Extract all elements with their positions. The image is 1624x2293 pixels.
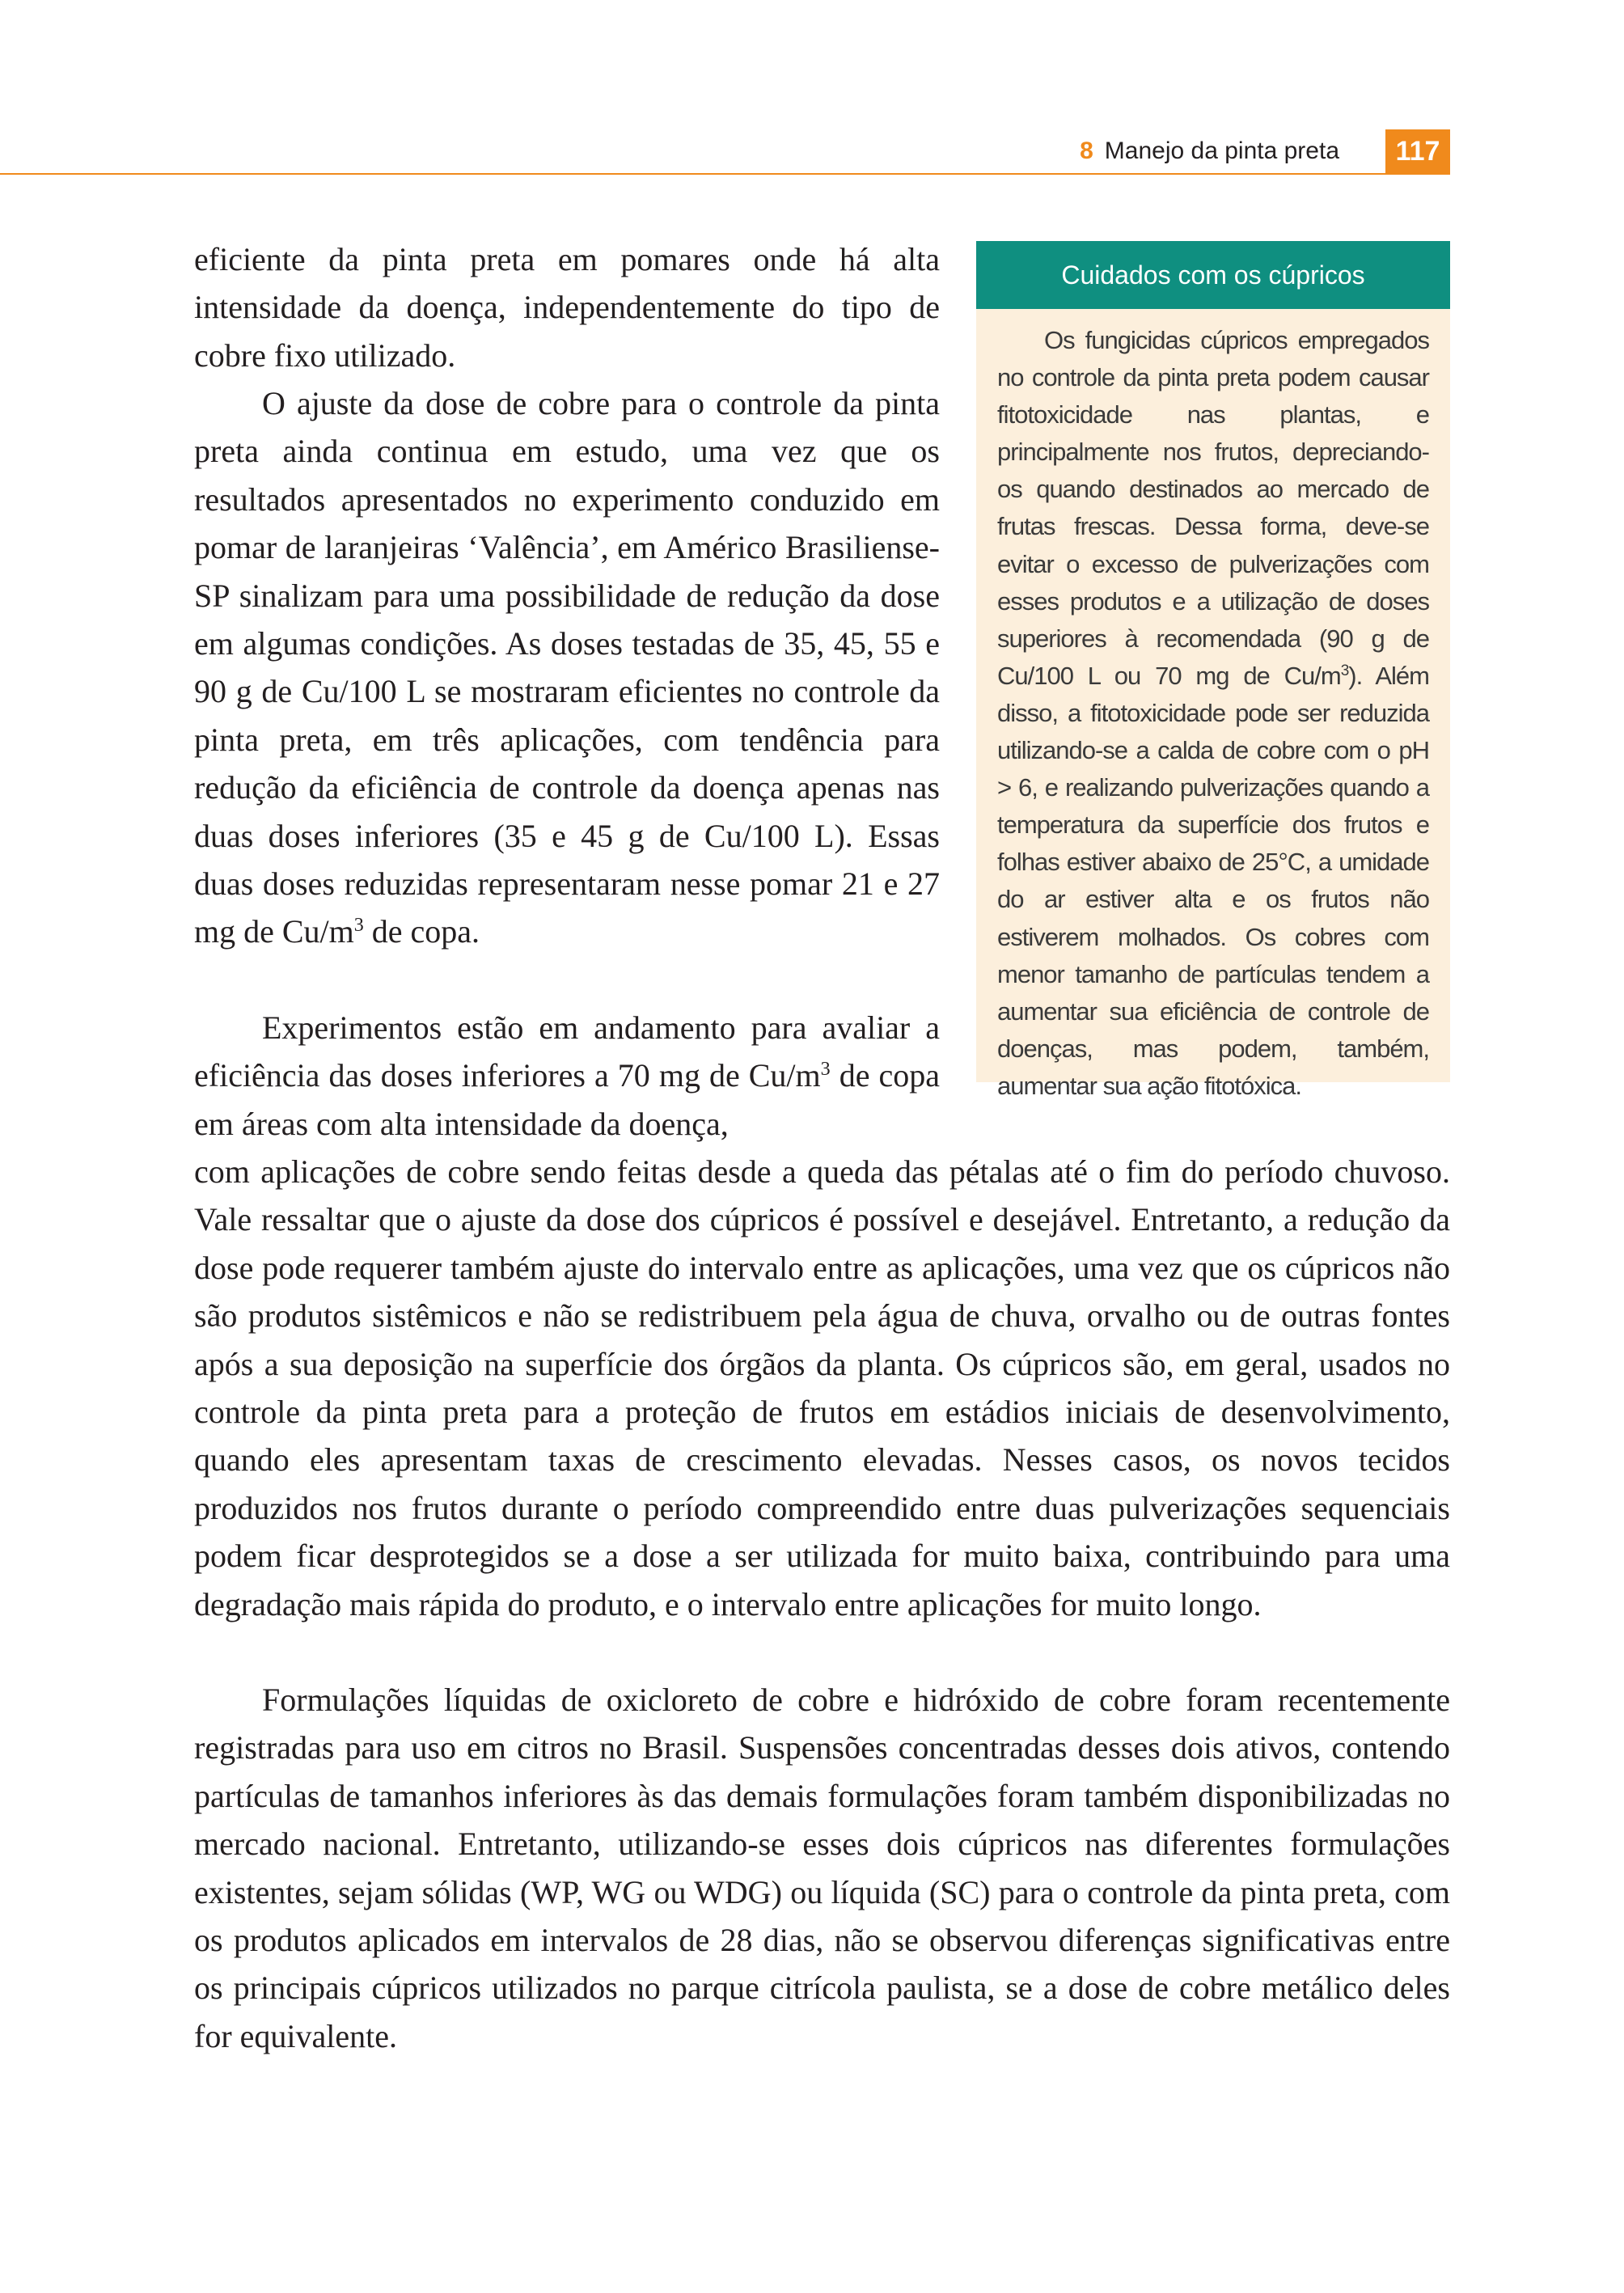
chapter-number: 8 [1080,137,1093,164]
superscript: 3 [820,1059,831,1081]
chapter-title: Manejo da pinta preta [1104,137,1339,164]
paragraph-2-text: O ajuste da dose de cobre para o controle da pinta preta ainda continua em estudo, uma vez que os resultados apresentados no experimento conduzido em pomar de laranjeiras ‘Valência’, em Américo Brasiliense-SP sinalizam para uma possibilidade de redução da dose em algumas condições. As doses testadas de 35, 45, 55 e 90 g de Cu/100 L se mostraram eficientes no controle da pinta preta, em três aplicações, com tendência para redução da eficiência de controle da doença apenas nas duas doses inferiores (35 e 45 g de Cu/100 L). Essas duas doses reduzidas representaram nesse pomar 21 e 27 mg de Cu/m [194,385,940,950]
paragraph-4: Formulações líquidas de oxicloreto de cobre e hidróxido de cobre foram recentemente registradas para uso em citros no Brasil. Suspensões concentradas desses dois ativos, contendo partículas de tamanhos inferiores às das demais formulações foram também disponibilizadas no mercado nacional. Entretanto, utilizando-se esses dois cúpricos nas diferentes formulações existentes, sejam sólidas (WP, WG ou WDG) ou líquida (SC) para o controle da pinta preta, com os produtos aplicados em intervalos de 28 dias, não se observou diferenças significativas entre os principais cúpricos utilizados no parque citrícola paulista, se a dose de cobre metálico deles for equivalente. [194,1682,1450,2054]
paragraph-3-tail: de copa em áreas com alta intensidade da doença, [194,1057,940,1142]
superscript: 3 [1340,662,1349,679]
sidebar-box [976,241,1450,1100]
paragraph-3-continued: com aplicações de cobre sendo feitas desde a queda das pétalas até o fim do período chuvoso. Vale ressaltar que o ajuste da dose dos cúpricos é possível e desejável. Entretanto, a redução da dose pode requerer também ajuste do intervalo entre as aplicações, uma vez que os cúpricos não são produtos sistêmicos e não se redistribuem pela água de chuva, orvalho ou de outras fontes após a sua deposição na superfície dos órgãos da planta. Os cúpricos são, em geral, usados no controle da pinta preta para a proteção de frutos em estádios iniciais de desenvolvimento, quando eles apresentam taxas de crescimento elevadas. Nesses casos, os novos tecidos produzidos nos frutos durante o período compreendido entre duas pulverizações sequenciais podem ficar desprotegidos se a dose a ser utilizada for muito baixa, contribuindo para uma degradação mais rápida do produto, e o intervalo entre aplicações for muito longo. [194,1153,1450,1622]
page-number: 117 [1385,129,1450,173]
page-header [0,129,1450,175]
sidebar-text: Os fungicidas cúpricos empregados no controle da pinta preta podem causar fitotoxicidade nas plantas, e principalmente nos frutos, depreciando-os quando destinados ao mercado de frutas frescas. Dessa forma, deve-se evitar o excesso de pulverizações com esses produtos e a utilização de doses superiores à recomendada (90 g de Cu/100 L ou 70 mg de Cu/m [997,326,1429,690]
superscript: 3 [353,915,364,937]
paragraph-2 [194,379,940,956]
sidebar-title: Cuidados com os cúpricos [976,241,1450,309]
paragraph-3-text: Experimentos estão em andamento para avaliar a eficiência das doses inferiores a 70 mg de Cu/m [194,1009,940,1094]
sidebar-text-tail: ). Além disso, a fitotoxicidade pode ser reduzida utilizando-se a calda de cobre com o pH > 6, e realizando pulverizações quando a temperatura da superfície dos frutos e folhas estiver abaixo de 25°C, a umidade do ar estiver alta e os frutos não estiverem molhados. Os cobres com menor tamanho de partículas tendem a aumentar sua eficiência de controle de doenças, mas podem, também, aumentar sua ação fitotóxica. [997,661,1429,1100]
paragraph-1: eficiente da pinta preta em pomares onde há alta intensidade da doença, independentemente do tipo de cobre fixo utilizado. [194,241,940,374]
sidebar-body [976,309,1450,1105]
paragraph-2-tail: de copa. [363,913,480,950]
running-head [1080,133,1339,170]
paragraph-3 [194,1004,940,1148]
